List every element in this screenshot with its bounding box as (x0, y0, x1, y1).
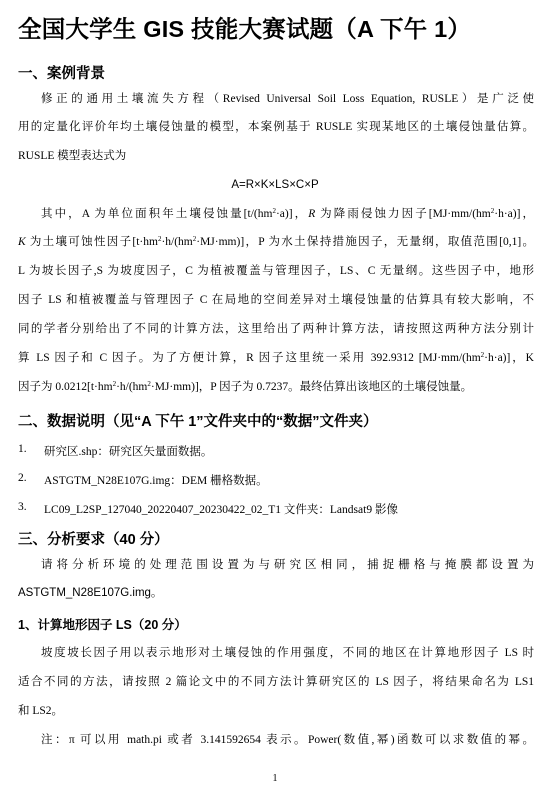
data-item-text: LC09_L2SP_127040_20220407_20230422_02_T1 文件夹：Landsat9 影像 (44, 504, 398, 516)
factor-paragraph-line: 算 LS 因子和 C 因子。为了方便计算，R 因子这里统一采用 392.9312 $[MJ\cdot mm/(hm^2\cdot h\cdot a)]$，K (18, 351, 534, 364)
requirement-paragraph-line: 请将分析环境的处理范围设置为与研究区相同，捕捉栅格与掩膜都设置为 (41, 559, 534, 571)
data-item-number: 3. (18, 501, 27, 513)
page-number: 1 (272, 773, 278, 784)
background-paragraph-line: 修正的通用土壤流失方程（Revised Universal Soil Loss Equation, RUSLE）是广泛使 (41, 93, 534, 105)
data-item-number: 1. (18, 443, 27, 455)
subsection-heading-ls: 1、计算地形因子 LS（20 分） (18, 618, 187, 632)
factor-paragraph-line: L 为坡长因子,S 为坡度因子，C 为植被覆盖与管理因子，LS、C 无量纲。这些因子中，地形 (18, 265, 534, 277)
background-paragraph-line: RUSLE 模型表达式为 (18, 150, 127, 162)
data-item-number: 2. (18, 472, 27, 484)
ls-paragraph-line: 和 LS2。 (18, 705, 64, 717)
data-item-text: ASTGTM_N28E107G.img：DEM 栅格数据。 (44, 475, 268, 487)
factor-paragraph-line: 其中，A 为单位面积年土壤侵蚀量$[t/(hm^2\cdot a)]$，R 为降雨侵蚀力因子$[MJ\cdot mm/(hm^2\cdot h\cdot a)]$， (41, 207, 534, 220)
requirement-paragraph-line: ASTGTM_N28E107G.img。 (18, 587, 163, 599)
factor-paragraph-line: K 为土壤可蚀性因子$[t\cdot hm^2\cdot h/(hm^2\cdot MJ\cdot mm)]$，P 为水土保持措施因子，无量纲，取值范围[0,1]。 (18, 235, 534, 248)
section-heading-requirements: 三、分析要求（40 分） (18, 532, 169, 548)
rusle-formula: A=R×K×LS×C×P (231, 179, 319, 191)
data-item-text: 研究区.shp：研究区矢量面数据。 (44, 446, 213, 458)
factor-paragraph-line: 因子 LS 和植被覆盖与管理因子 C 在局地的空间差异对土壤侵蚀量的估算具有较大影响，不 (18, 294, 534, 306)
section-heading-background: 一、案例背景 (18, 66, 105, 82)
page-title: 全国大学生 GIS 技能大赛试题（A 下午 1） (18, 16, 472, 42)
ls-paragraph-line: 适合不同的方法，请按照 2 篇论文中的不同方法计算研究区的 LS 因子，将结果命名为 LS1 (18, 676, 534, 688)
section-heading-data: 二、数据说明（见“A 下午 1”文件夹中的“数据”文件夹） (18, 414, 378, 430)
factor-paragraph-line: 同的学者分别给出了不同的计算方法，这里给出了两种计算方法，请按照这两种方法分别计 (18, 323, 534, 335)
factor-paragraph-line: 因子为 $0.0212[t\cdot hm^2\cdot h/(hm^2\cdot MJ\cdot mm)]$，P 因子为 0.7237。最终估算出该地区的土壤侵蚀量。 (18, 380, 473, 393)
background-paragraph-line: 用的定量化评价年均土壤侵蚀量的模型，本案例基于 RUSLE 实现某地区的土壤侵蚀量估算。 (18, 121, 534, 133)
ls-paragraph-line: 坡度坡长因子用以表示地形对土壤侵蚀的作用强度，不同的地区在计算地形因子 LS 时 (41, 647, 534, 659)
note-line: 注：π 可以用 math.pi 或者 3.141592654 表示。Power(数值,幂)函数可以求数值的幂。 (41, 734, 534, 746)
